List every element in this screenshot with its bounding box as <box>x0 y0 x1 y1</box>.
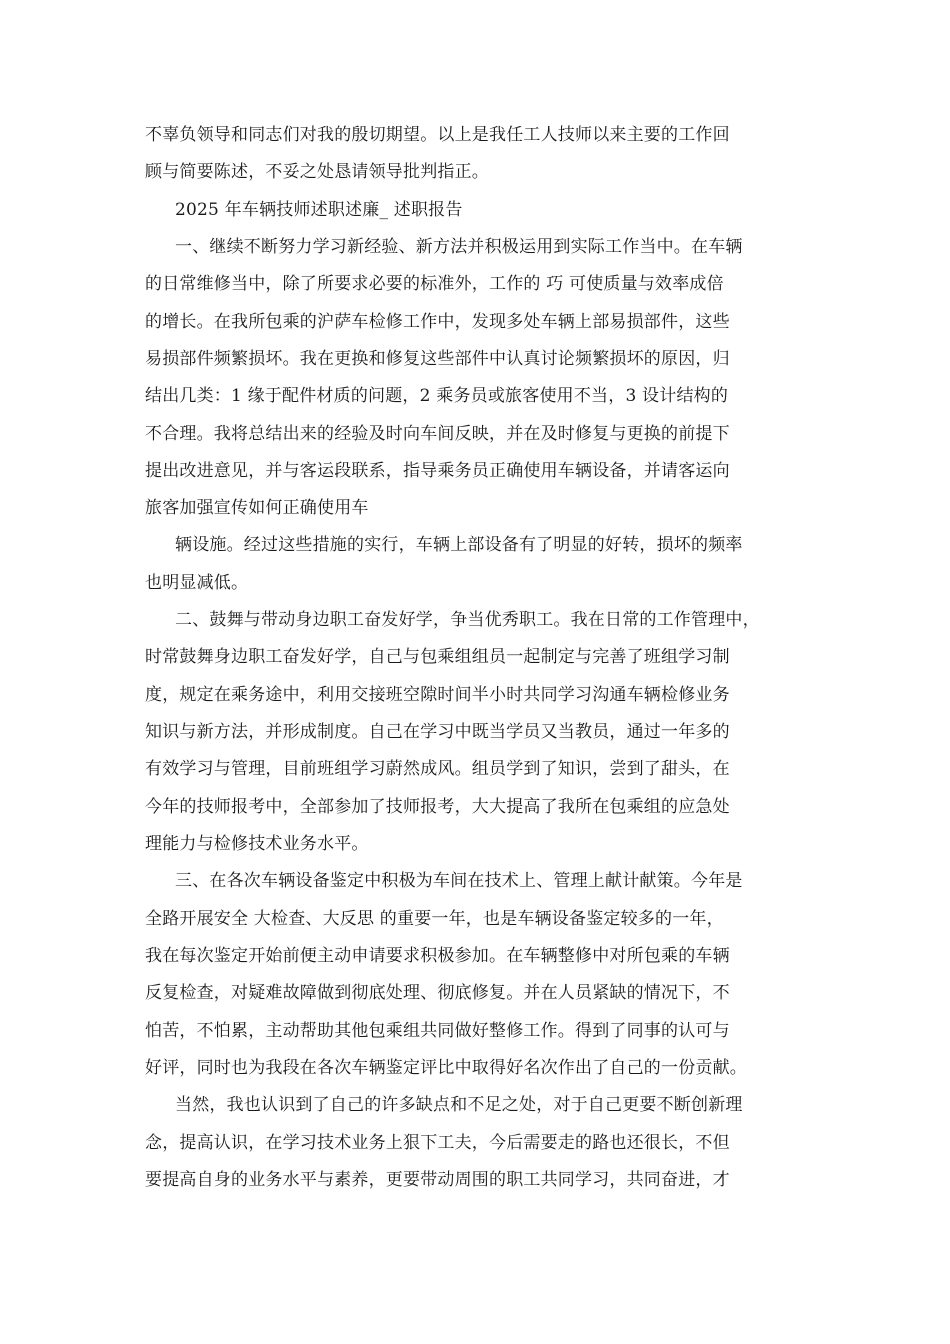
text-line: 时常鼓舞身边职工奋发好学，自己与包乘组组员一起制定与完善了班组学习制 <box>145 647 730 667</box>
text-line: 二、鼓舞与带动身边职工奋发好学，争当优秀职工。我在日常的工作管理中， <box>175 610 760 630</box>
text-line: 提出改进意见，并与客运段联系，指导乘务员正确使用车辆设备，并请客运向 <box>145 461 730 481</box>
text-line: 的日常维修当中，除了所要求必要的标准外，工作的 巧 可使质量与效率成倍 <box>145 274 724 294</box>
text-line: 今年的技师报考中，全部参加了技师报考，大大提高了我所在包乘组的应急处 <box>145 797 730 817</box>
text-line: 当然，我也认识到了自己的许多缺点和不足之处，对于自己更要不断创新理 <box>175 1095 743 1115</box>
text-line: 好评，同时也为我段在各次车辆鉴定评比中取得好名次作出了自己的一份贡献。 <box>145 1058 747 1078</box>
text-line: 结出几类：1 缘于配件材质的问题，2 乘务员或旅客使用不当，3 设计结构的 <box>145 386 729 406</box>
text-line: 旅客加强宣传如何正确使用车 <box>145 498 369 518</box>
text-line: 一、继续不断努力学习新经验、新方法并积极运用到实际工作当中。在车辆 <box>175 237 743 257</box>
text-line: 不合理。我将总结出来的经验及时向车间反映，并在及时修复与更换的前提下 <box>145 424 730 444</box>
text-line: 知识与新方法，并形成制度。自己在学习中既当学员又当教员，通过一年多的 <box>145 722 730 742</box>
text-line: 全路开展安全 大检查、大反思 的重要一年，也是车辆设备鉴定较多的一年， <box>145 909 724 929</box>
text-line: 反复检查，对疑难故障做到彻底处理、彻底修复。并在人员紧缺的情况下，不 <box>145 983 730 1003</box>
text-line: 度，规定在乘务途中，利用交接班空隙时间半小时共同学习沟通车辆检修业务 <box>145 685 730 705</box>
text-line: 有效学习与管理，目前班组学习蔚然成风。组员学到了知识，尝到了甜头，在 <box>145 759 730 779</box>
text-line: 我在每次鉴定开始前便主动申请要求积极参加。在车辆整修中对所包乘的车辆 <box>145 946 730 966</box>
text-line: 理能力与检修技术业务水平。 <box>145 834 369 854</box>
section-heading: 2025 年车辆技师述职述廉_ 述职报告 <box>175 200 463 220</box>
text-line: 不辜负领导和同志们对我的殷切期望。以上是我任工人技师以来主要的工作回 <box>145 125 730 145</box>
text-line: 顾与简要陈述，不妥之处恳请领导批判指正。 <box>145 162 489 182</box>
text-line: 辆设施。经过这些措施的实行，车辆上部设备有了明显的好转，损坏的频率 <box>175 535 743 555</box>
text-line: 要提高自身的业务水平与素养，更要带动周围的职工共同学习，共同奋进，才 <box>145 1170 730 1190</box>
text-line: 念，提高认识，在学习技术业务上狠下工夫，今后需要走的路也还很长，不但 <box>145 1133 730 1153</box>
text-line: 也明显减低。 <box>145 573 249 593</box>
text-line: 怕苦，不怕累，主动帮助其他包乘组共同做好整修工作。得到了同事的认可与 <box>145 1021 730 1041</box>
text-line: 三、在各次车辆设备鉴定中积极为车间在技术上、管理上献计献策。今年是 <box>175 871 743 891</box>
text-line: 易损部件频繁损坏。我在更换和修复这些部件中认真讨论频繁损坏的原因，归 <box>145 349 730 369</box>
text-line: 的增长。在我所包乘的沪萨车检修工作中，发现多处车辆上部易损部件，这些 <box>145 312 730 332</box>
